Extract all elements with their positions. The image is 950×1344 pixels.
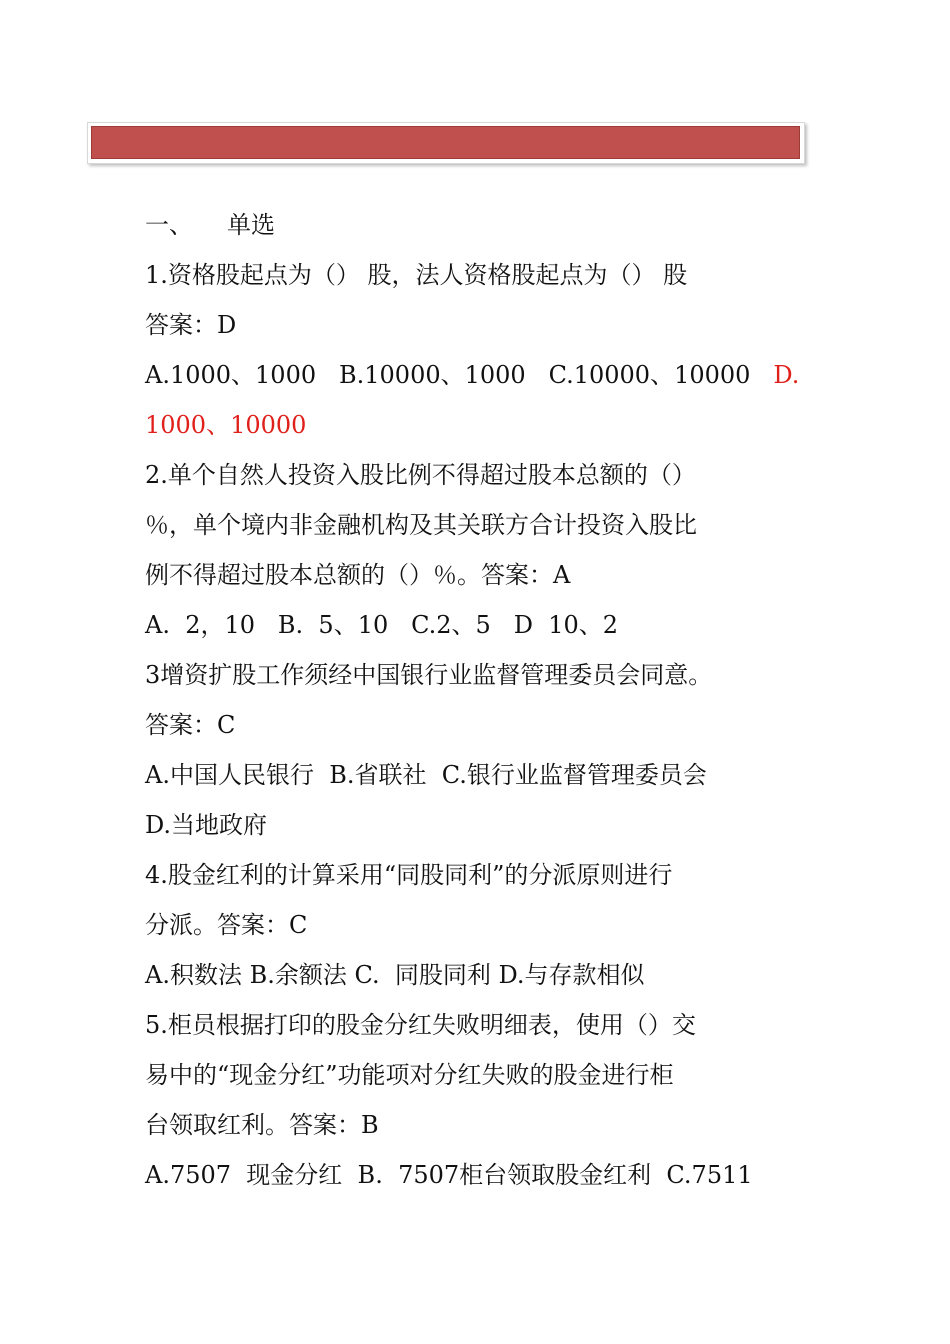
question-2-text-line-3: 例不得超过股本总额的（）％。答案：A — [145, 561, 571, 589]
question-5-text-line-3: 台领取红利。答案：B — [145, 1111, 379, 1139]
question-1-answer: 答案：D — [145, 311, 237, 339]
question-4-text-line-2: 分派。答案：C — [145, 911, 308, 939]
section-heading — [145, 200, 785, 250]
question-3-options-line-2: D.当地政府 — [145, 811, 268, 839]
question-3-options-line-1: A.中国人民银行 B.省联社 C.银行业监督管理委员会 — [145, 761, 707, 789]
question-1-option-d-value: 1000、10000 — [145, 411, 307, 439]
question-5-options: A.7507 现金分红 B. 7507柜台领取股金红利 C.7511 — [145, 1161, 753, 1189]
section-title: 单选 — [227, 211, 275, 239]
title-banner-fill — [91, 126, 800, 159]
question-4-options: A.积数法 B.余额法 C. 同股同利 D.与存款相似 — [145, 961, 645, 989]
question-3-answer: 答案：C — [145, 711, 236, 739]
question-1-options-abc: A.1000、1000 B.10000、1000 C.10000、10000 — [145, 361, 774, 389]
section-number: 一、 — [145, 211, 193, 239]
title-banner — [87, 122, 805, 164]
question-1-options — [145, 350, 800, 400]
question-3-text: 3增资扩股工作须经中国银行业监督管理委员会同意。 — [145, 661, 713, 689]
question-2-options: A. 2，10 B. 5、10 C.2、5 D 10、2 — [145, 611, 619, 639]
question-1-option-d-label: D. — [773, 361, 800, 389]
question-5-text-line-1: 5.柜员根据打印的股金分红失败明细表，使用（）交 — [145, 1011, 696, 1039]
question-4-text-line-1: 4.股金红利的计算采用“同股同利”的分派原则进行 — [145, 861, 673, 889]
question-1-text: 1.资格股起点为（） 股，法人资格股起点为（） 股 — [145, 261, 688, 289]
question-2-text-line-1: 2.单个自然人投资入股比例不得超过股本总额的（） — [145, 461, 696, 489]
question-2-text-line-2: ％，单个境内非金融机构及其关联方合计投资入股比 — [145, 511, 697, 539]
question-5-text-line-2: 易中的“现金分红”功能项对分红失败的股金进行柜 — [145, 1061, 674, 1089]
document-body — [145, 200, 800, 1200]
